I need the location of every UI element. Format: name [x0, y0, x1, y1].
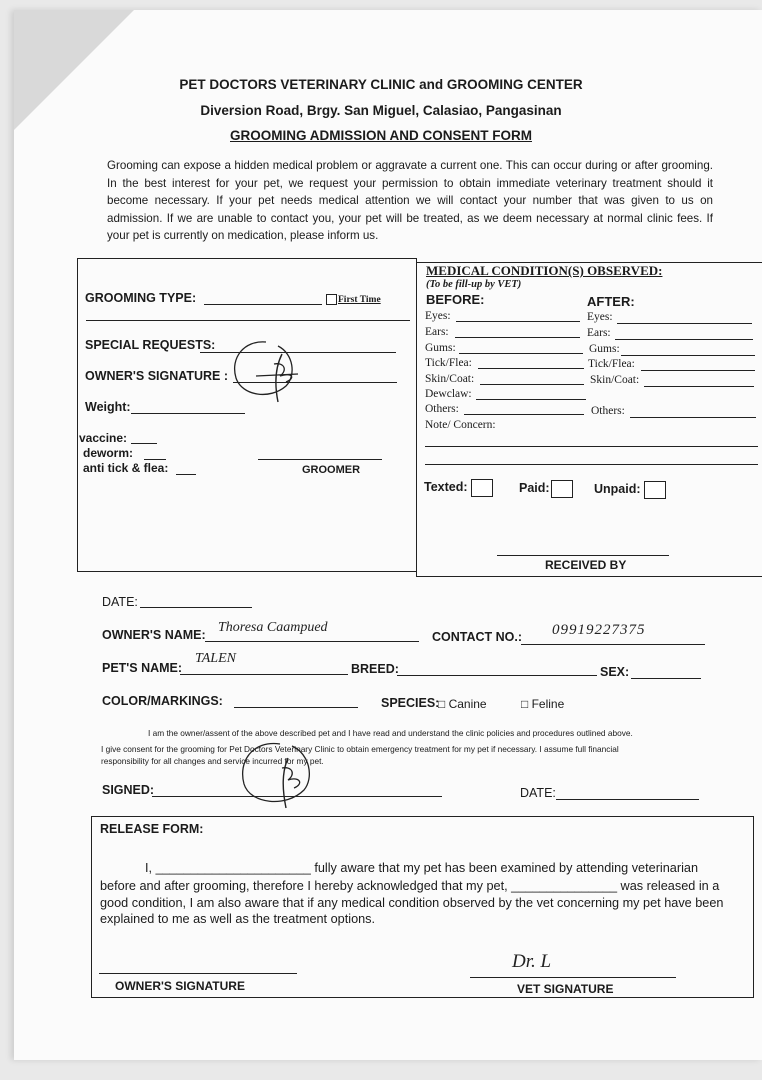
release-line-4: explained to me as well as the treatment options. [100, 912, 376, 926]
after-skincoat-label: Skin/Coat: [590, 374, 640, 386]
contact-value: 09919227375 [552, 622, 646, 638]
release-line-1: I, ______________________ fully aware that my pet has been examined by attending veterinarian [145, 861, 699, 875]
feline-option[interactable]: □ Feline [521, 697, 565, 711]
pet-name-field[interactable] [180, 674, 348, 675]
canine-option[interactable]: □ Canine [438, 697, 487, 711]
vaccine-label: vaccine: [79, 431, 128, 445]
deworm-field[interactable] [144, 459, 166, 460]
before-eyes-field[interactable] [456, 321, 580, 322]
after-eyes-field[interactable] [617, 323, 752, 324]
before-skincoat-label: Skin/Coat: [425, 373, 475, 385]
groomer-signature-line[interactable] [258, 459, 382, 460]
consent-line-1: I am the owner/assent of the above described pet and I have read and understand the clinic policies and procedures outlined above. [148, 728, 633, 738]
texted-label: Texted: [424, 480, 468, 494]
clinic-address: Diversion Road, Brgy. San Miguel, Calasiao, Pangasinan [200, 103, 562, 118]
before-tickflea-label: Tick/Flea: [425, 357, 472, 369]
before-gums-label: Gums: [425, 342, 456, 354]
sex-field[interactable] [631, 678, 701, 679]
before-others-field[interactable] [464, 414, 584, 415]
consent-signature-drawing [232, 738, 322, 812]
after-others-label: Others: [591, 405, 625, 417]
owner-signature-drawing [226, 336, 306, 406]
groomer-label: GROOMER [302, 464, 361, 476]
release-line-2: before and after grooming, therefore I hereby acknowledged that my pet, _______________ was released in a [100, 879, 720, 893]
after-others-field[interactable] [630, 417, 756, 418]
special-requests-label: SPECIAL REQUESTS: [85, 338, 216, 352]
owner-signature-release-line[interactable] [99, 973, 297, 974]
after-gums-label: Gums: [589, 343, 620, 355]
paid-label: Paid: [519, 481, 550, 495]
pet-name-value: TALEN [195, 651, 236, 666]
consent-line-3: responsibility for all changes and service incurred for my pet. [101, 756, 324, 766]
owner-name-field[interactable] [205, 641, 419, 642]
release-title: RELEASE FORM: [100, 822, 204, 836]
before-skincoat-field[interactable] [480, 384, 584, 385]
after-ears-label: Ears: [587, 327, 611, 339]
vet-signature-value: Dr. L [512, 951, 552, 972]
note-concern-label: Note/ Concern: [425, 419, 496, 431]
grooming-section-box [77, 258, 417, 572]
note-concern-line-1[interactable] [425, 446, 758, 447]
after-ears-field[interactable] [615, 339, 753, 340]
form-title: GROOMING ADMISSION AND CONSENT FORM [230, 128, 532, 143]
species-label: SPECIES: [381, 696, 440, 710]
deworm-label: deworm: [83, 446, 134, 460]
color-markings-label: COLOR/MARKINGS: [102, 694, 223, 708]
breed-label: BREED: [351, 662, 399, 676]
first-time-checkbox[interactable] [326, 294, 337, 305]
before-tickflea-field[interactable] [478, 368, 584, 369]
owner-signature-release-label: OWNER'S SIGNATURE [115, 979, 245, 993]
pet-name-label: PET'S NAME: [102, 661, 183, 675]
before-dewclaw-label: Dewclaw: [425, 388, 472, 400]
unpaid-checkbox[interactable] [644, 481, 666, 499]
before-ears-field[interactable] [455, 337, 580, 338]
vaccine-field[interactable] [131, 443, 157, 444]
contact-label: CONTACT NO.: [432, 630, 523, 644]
weight-label: Weight: [85, 400, 131, 414]
date-label: DATE: [102, 595, 138, 609]
grooming-type-label: GROOMING TYPE: [85, 291, 197, 305]
consent-date-label: DATE: [520, 786, 556, 800]
contact-field[interactable] [521, 644, 705, 645]
after-label: AFTER: [587, 294, 635, 309]
before-dewclaw-field[interactable] [476, 399, 586, 400]
received-by-label: RECEIVED BY [545, 558, 627, 572]
received-by-line[interactable] [497, 555, 669, 556]
color-markings-field[interactable] [234, 707, 358, 708]
consent-line-2: I give consent for the grooming for Pet Doctors Veterinary Clinic to obtain emergency treatment for my pet if necessary. I assume full financial [101, 744, 619, 754]
after-tickflea-field[interactable] [641, 370, 755, 371]
clinic-name: PET DOCTORS VETERINARY CLINIC and GROOMING CENTER [179, 77, 583, 92]
anti-tick-field[interactable] [176, 474, 196, 475]
first-time-label: First Time [338, 295, 381, 305]
before-eyes-label: Eyes: [425, 310, 451, 322]
owner-name-value: Thoresa Caampued [218, 620, 328, 635]
paid-checkbox[interactable] [551, 480, 573, 498]
grooming-type-field-2[interactable] [86, 320, 410, 321]
after-skincoat-field[interactable] [644, 386, 754, 387]
weight-field[interactable] [131, 413, 245, 414]
after-tickflea-label: Tick/Flea: [588, 358, 635, 370]
texted-checkbox[interactable] [471, 479, 493, 497]
unpaid-label: Unpaid: [594, 482, 641, 496]
anti-tick-label: anti tick & flea: [83, 461, 169, 475]
grooming-type-field[interactable] [204, 304, 322, 305]
breed-field[interactable] [397, 675, 597, 676]
date-field[interactable] [140, 607, 252, 608]
before-label: BEFORE: [426, 292, 485, 307]
intro-text: Grooming can expose a hidden medical problem or aggravate a current one. This can occur during or after grooming. In the best interest for your pet, we request your permission to obtain immediate veterinary treatment should it become necessary. If your pet needs medical attention we will contact your number that was given to us on admission. If we are unable to contact you, your pet will be treated, as we deem necessary at normal clinic fees. If your pet is currently on medication, please inform us. [107, 159, 713, 242]
vet-signature-line[interactable] [470, 977, 676, 978]
note-concern-line-2[interactable] [425, 464, 758, 465]
consent-date-field[interactable] [556, 799, 699, 800]
before-ears-label: Ears: [425, 326, 449, 338]
medical-subtitle: (To be fill-up by VET) [426, 279, 522, 290]
medical-title: MEDICAL CONDITION(S) OBSERVED: [426, 263, 663, 278]
owner-signature-label: OWNER'S SIGNATURE : [85, 369, 229, 383]
vet-signature-label: VET SIGNATURE [517, 982, 614, 996]
release-line-3: good condition, I am also aware that if any medical condition observed by the vet concerning my pet have been [100, 896, 724, 910]
before-others-label: Others: [425, 403, 459, 415]
signed-label: SIGNED: [102, 783, 155, 797]
signed-field[interactable] [152, 796, 442, 797]
after-gums-field[interactable] [621, 355, 755, 356]
sex-label: SEX: [600, 665, 630, 679]
after-eyes-label: Eyes: [587, 311, 613, 323]
before-gums-field[interactable] [459, 353, 583, 354]
owner-name-label: OWNER'S NAME: [102, 628, 206, 642]
